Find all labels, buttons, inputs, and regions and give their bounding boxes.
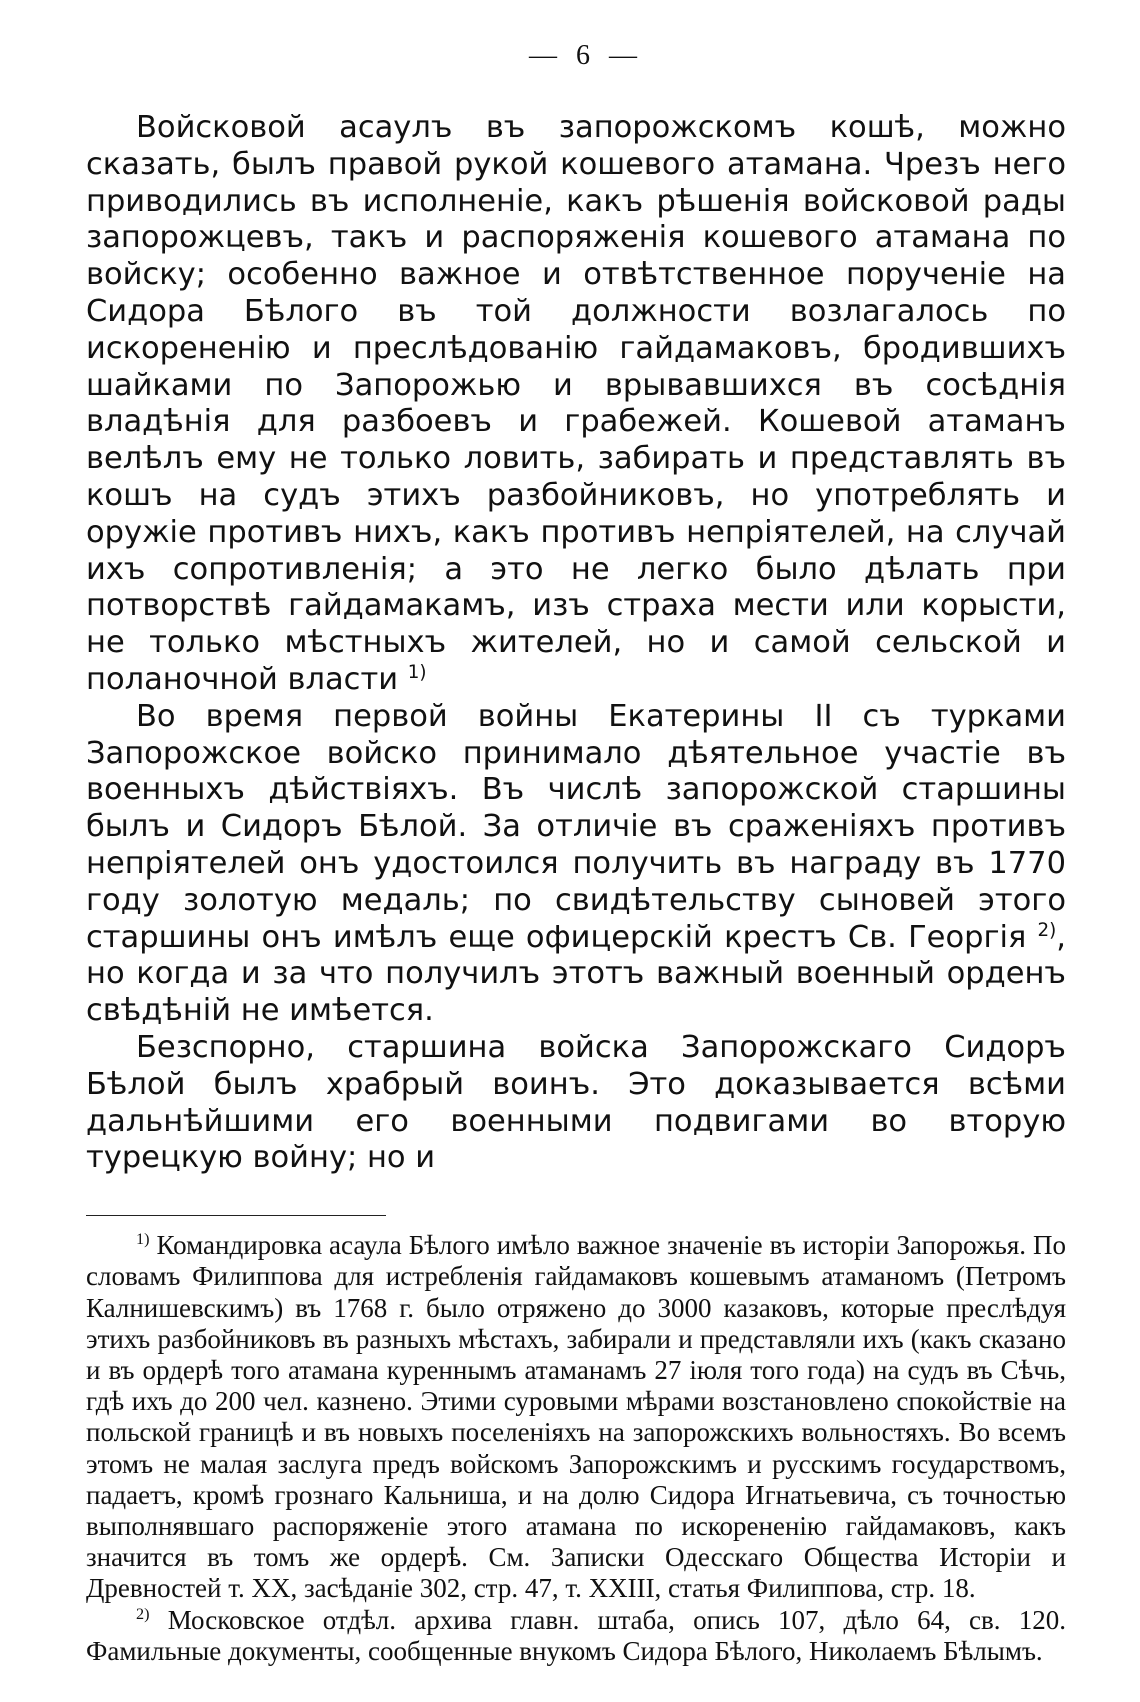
footnotes — [86, 1230, 1066, 1667]
footnote-1 — [86, 1230, 1066, 1604]
paragraph-1 — [86, 110, 1066, 699]
paragraph-2-text-before: Во время первой войны Екатерины II съ турками Запорожское войско принимало дѣятельное участіе въ военныхъ дѣйствіяхъ. Въ числѣ запорожской старшины былъ и Сидоръ Бѣлой. За отличіе въ сраженіяхъ противъ непріятелей онъ удостоился получить въ награду въ 1770 году золотую медаль; по свидѣтельству сыновей этого старшины онъ имѣлъ еще офицерскій крестъ Св. Георгія — [86, 698, 1066, 955]
footnote-1-marker: 1) — [136, 1230, 150, 1249]
paragraph-3-text: Безспорно, старшина войска Запорожскаго Сидоръ Бѣлой былъ храбрый воинъ. Это доказывается всѣми дальнѣйшими его военными подвигами во вторую турецкую войну; но и — [86, 1029, 1066, 1176]
footnote-divider — [86, 1215, 386, 1216]
footnote-ref-1: 1) — [407, 661, 427, 683]
book-page — [86, 40, 1066, 1667]
paragraph-2 — [86, 699, 1066, 1030]
footnote-2 — [86, 1605, 1066, 1667]
page-number: — 6 — — [529, 40, 643, 71]
paragraph-2-text-after: , но когда и за что получилъ этотъ важный военный орденъ свѣдѣній не имѣется. — [86, 919, 1066, 1029]
main-text — [86, 110, 1066, 1177]
footnote-1-text: Командировка асаула Бѣлого имѣло важное значеніе въ исторіи Запорожья. По словамъ Филиппова для истребленія гайдамаковъ кошевымъ атаманомъ (Петромъ Калнишевскимъ) въ 1768 г. было отряжено до 3000 казаковъ, которые преслѣдуя этихъ разбойниковъ въ разныхъ мѣстахъ, забирали и представляли ихъ (какъ сказано и въ ордерѣ того атамана куреннымъ атаманамъ 27 іюля того года) на судъ въ Сѣчь, гдѣ ихъ до 200 чел. казнено. Этими суровыми мѣрами возстановлено спокойствіе на польской границѣ и въ новыхъ поселеніяхъ на запорожскихъ вольностяхъ. Во всемъ этомъ не малая заслуга предъ войскомъ Запорожскимъ и русскимъ государствомъ, падаетъ, кромѣ грознаго Кальниша, и на долю Сидора Игнатьевича, съ точностью выполнявшаго распоряженіе этого атамана по искорененію гайдамаковъ, какъ значится въ томъ же ордерѣ. См. Записки Одесскаго Общества Исторіи и Древностей т. XX, засѣданіе 302, стр. 47, т. XXIII, статья Филиппова, стр. 18. — [86, 1230, 1067, 1604]
paragraph-3 — [86, 1030, 1066, 1177]
paragraph-1-text: Войсковой асаулъ въ запорожскомъ кошѣ, можно сказать, былъ правой рукой кошевого атамана. Чрезъ него приводились въ исполненіе, какъ рѣшенія войсковой рады запорожцевъ, такъ и распоряженія кошевого атамана по войску; особенно важное и отвѣтственное порученіе на Сидора Бѣлого въ той должности возлагалось по искорененію и преслѣдованію гайдамаковъ, бродившихъ шайками по Запорожью и врывавшихся въ сосѣднія владѣнія для разбоевъ и грабежей. Кошевой атаманъ велѣлъ ему не только ловить, забирать и представлять въ кошъ на судъ этихъ разбойниковъ, но употреблять и оружіе противъ нихъ, какъ противъ непріятелей, на случай ихъ сопротивленія; а это не легко было дѣлать при потворствѣ гайдамакамъ, изъ страха мести или корысти, не только мѣстныхъ жителей, но и самой сельской и поланочной власти — [86, 110, 1066, 697]
footnote-2-marker: 2) — [136, 1604, 150, 1623]
footnote-ref-2: 2) — [1037, 919, 1057, 941]
footnote-2-text: Московское отдѣл. архива главн. штаба, опись 107, дѣло 64, св. 120. Фамильные документы, сообщенные внукомъ Сидора Бѣлого, Николаемъ Бѣлымъ. — [86, 1604, 1066, 1666]
